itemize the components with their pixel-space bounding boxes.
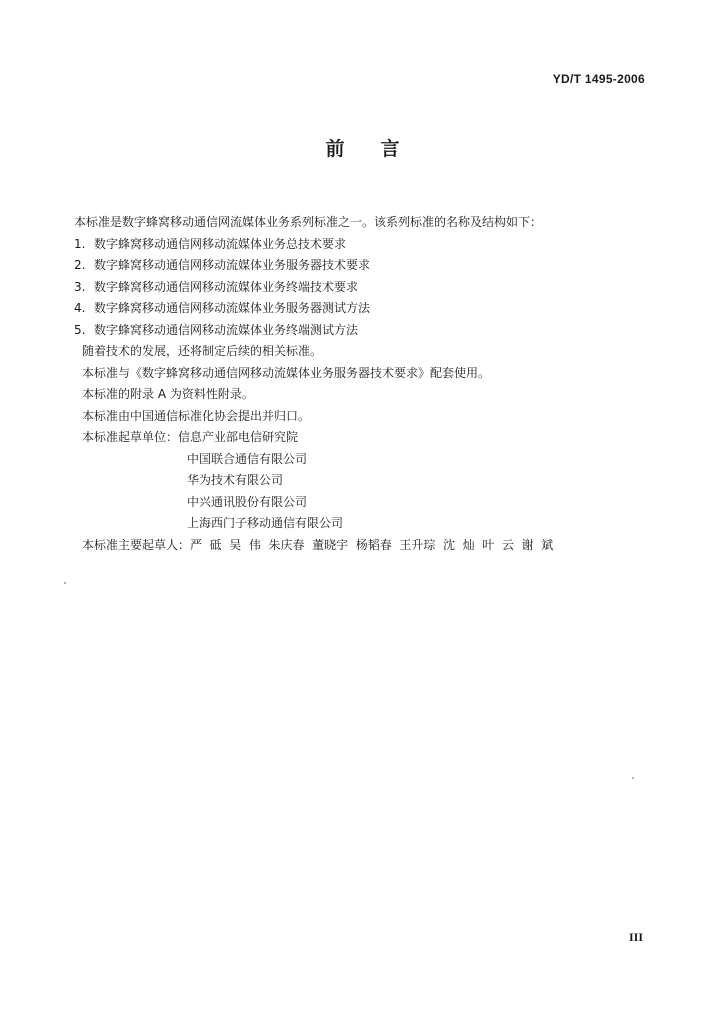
paragraph-development: 随着技术的发展，还将制定后续的相关标准。 [82, 344, 323, 358]
drafters-names: 严 砥 吴 伟 朱庆春 董晓宇 杨韬春 王升琮 沈 灿 叶 云 谢 斌 [190, 537, 554, 552]
drafting-unit: 上海西门子移动通信有限公司 [187, 516, 344, 530]
drafters-label: 本标准主要起草人： [82, 537, 191, 552]
intro-paragraph: 本标准是数字蜂窝移动通信网流媒体业务系列标准之一。该系列标准的名称及结构如下： [74, 215, 543, 229]
scan-speck [632, 777, 634, 779]
list-text: 数字蜂窝移动通信网移动流媒体业务总技术要求 [94, 236, 347, 251]
list-item [74, 234, 654, 256]
drafting-units-label: 本标准起草单位： [82, 430, 179, 444]
list-number: 5. [74, 322, 86, 337]
foreword-body [74, 212, 654, 556]
drafters-row [74, 535, 654, 557]
list-number: 4. [74, 301, 86, 315]
drafting-unit: 华为技术有限公司 [187, 473, 284, 487]
list-item [74, 320, 654, 342]
list-number: 2. [74, 258, 86, 272]
list-text: 数字蜂窝移动通信网移动流媒体业务服务器测试方法 [94, 301, 371, 315]
page-title: 前言 [325, 138, 436, 160]
drafting-unit: 中国联合通信有限公司 [187, 451, 308, 466]
scan-speck [64, 582, 66, 584]
list-number: 1. [74, 236, 86, 251]
list-item [74, 298, 654, 320]
page-number: III [628, 930, 643, 944]
drafting-unit: 中兴通讯股份有限公司 [187, 494, 308, 509]
paragraph-proposer: 本标准由中国通信标准化协会提出并归口。 [82, 408, 311, 423]
list-text: 数字蜂窝移动通信网移动流媒体业务服务器技术要求 [94, 258, 371, 272]
list-item [74, 255, 654, 277]
paragraph-companion: 本标准与《数字蜂窝移动通信网移动流媒体业务服务器技术要求》配套使用。 [82, 365, 491, 380]
list-item [74, 277, 654, 299]
drafting-unit: 信息产业部电信研究院 [178, 430, 299, 444]
drafting-units-row [74, 427, 654, 449]
list-text: 数字蜂窝移动通信网移动流媒体业务终端技术要求 [94, 279, 359, 294]
list-text: 数字蜂窝移动通信网移动流媒体业务终端测试方法 [94, 322, 359, 337]
standard-code: YD/T 1495-2006 [552, 72, 645, 86]
list-number: 3. [74, 279, 86, 294]
paragraph-appendix: 本标准的附录 A 为资料性附录。 [82, 387, 254, 401]
